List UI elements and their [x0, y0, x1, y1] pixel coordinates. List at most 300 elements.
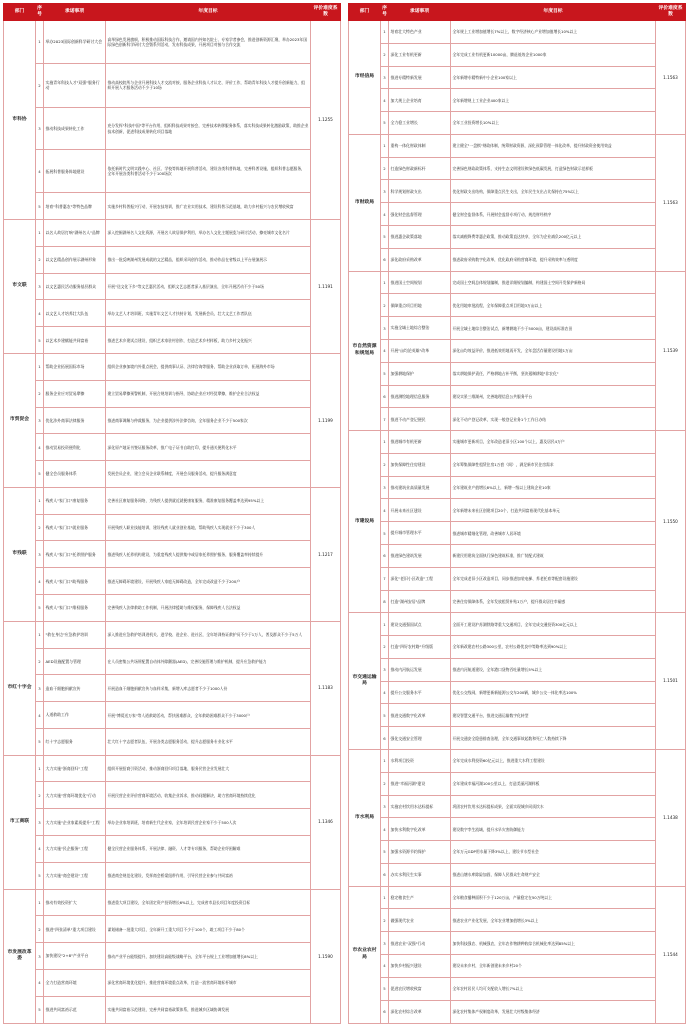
table-row: [4, 193, 341, 220]
header-dept: 部门: [349, 4, 381, 21]
item-cell: 优化涉外商事法律服务: [44, 407, 106, 434]
seq-cell: 4: [36, 702, 44, 729]
table-row: [4, 353, 341, 380]
dept-cell: 市自然资源和规划局: [349, 271, 381, 430]
target-cell: 举办企业家培训班，培育新生代企业家，全年培训民营企业家不少于500人次: [106, 809, 311, 836]
seq-cell: 3: [381, 180, 389, 203]
seq-cell: 3: [381, 317, 389, 340]
item-cell: 推动内河航运发展: [389, 658, 451, 681]
seq-cell: 1: [381, 613, 389, 636]
target-cell: 建设智慧交通平台，推进交通运输数字化转型: [451, 704, 656, 727]
item-cell: 稳定粮食生产: [389, 886, 451, 909]
target-cell: 全年万元GDP用水量下降3%以上，建设节水型社会: [451, 841, 656, 864]
item-cell: 打造绿色财政新标杆: [389, 157, 451, 180]
table-row: [4, 107, 341, 150]
target-cell: 深化营商环境优化提升，推进营商环境重点改革，打造一流营商环境标杆城市: [106, 969, 311, 996]
table-row: [349, 248, 686, 271]
coef-cell: 1.1199: [311, 353, 341, 487]
table-row: [349, 522, 686, 545]
item-cell: 残疾人"家门口"康复服务: [44, 487, 106, 514]
item-cell: 打造"湖州安居"品牌: [389, 590, 451, 613]
item-cell: 大力实施"营商环境优化"行动: [44, 782, 106, 809]
header-item: 承诺事项: [389, 4, 451, 21]
coef-cell: 1.1563: [656, 134, 686, 271]
target-cell: 依托新时代文明实践中心、社区、学校等阵地开展科普活动，建设各类科普阵地，完善科普设施，组织科普志愿服务，全年开展各类科普活动不少于100场次: [106, 150, 311, 193]
item-cell: 加快乡村振兴建设: [389, 955, 451, 978]
table-row: [4, 621, 341, 648]
coef-cell: 1.1539: [656, 271, 686, 430]
item-cell: 全力打造营商环境: [44, 969, 106, 996]
target-cell: 全年新增未来社区创建项目20个，打造共同富裕现代化基本单元: [451, 499, 656, 522]
table-row: [349, 453, 686, 476]
seq-cell: 1: [36, 755, 44, 782]
seq-cell: 5: [381, 226, 389, 249]
table-row: [349, 567, 686, 590]
item-cell: 深化农村综合改革: [389, 1000, 451, 1023]
seq-cell: 1: [381, 886, 389, 909]
target-cell: 优化财政支出结构，保障重点民生支出，全年民生支出占比保持在75%以上: [451, 180, 656, 203]
coef-cell: 1.1544: [656, 886, 686, 1023]
target-cell: 谋划储备一批重大项目，全年新开工重大项目不少于100个，竣工项目不少于80个: [106, 916, 311, 943]
target-cell: 推进内河航道建设，全年港口货物吞吐量增长5%以上: [451, 658, 656, 681]
item-cell: 残疾人"家门口"托养照护服务: [44, 541, 106, 568]
item-cell: 帮助企业拓展国际市场: [44, 353, 106, 380]
target-cell: 在人员密集公共场所配置自动体外除颤器(AED)，完善设施管理与维护机制，提升应急救护能力: [106, 648, 311, 675]
table-row: [4, 150, 341, 193]
target-cell: 全年建成幸福河湖100公里以上，打造美丽河湖样板: [451, 772, 656, 795]
item-cell: "救在身边"应急救护培训: [44, 621, 106, 648]
dept-cell: 市发展改革委: [4, 889, 36, 1023]
item-cell: 培育壮大特色产业: [389, 21, 451, 44]
seq-cell: 1: [36, 220, 44, 247]
item-cell: 举办2023国际创新科学研讨大会: [44, 21, 106, 64]
item-cell: 推动建筑业高质量发展: [389, 476, 451, 499]
table-row: [349, 613, 686, 636]
table-row: [349, 476, 686, 499]
seq-cell: 1: [36, 487, 44, 514]
table-row: [349, 909, 686, 932]
item-cell: 推进不动产登记便民: [389, 408, 451, 431]
target-cell: 建设实景三维湖州，完善地理信息公共服务平台: [451, 385, 656, 408]
seq-cell: 5: [381, 704, 389, 727]
coef-cell: 1.1563: [656, 21, 686, 135]
table-header-row: [349, 4, 686, 21]
item-cell: 人道救助工作: [44, 702, 106, 729]
table-row: [4, 220, 341, 247]
target-cell: 开展民营企业评价营商环境活动，收集企业诉求，推动问题解决，助力营商环境持续优化: [106, 782, 311, 809]
seq-cell: 3: [36, 273, 44, 300]
table-row: [349, 932, 686, 955]
target-cell: 实施乡村科普振兴行动，开展农技培训，推广农业实用技术，建设科普示范基地，助力乡村振兴与农民增收致富: [106, 193, 311, 220]
header-coef: 评价难度系数: [656, 4, 686, 21]
coef-cell: 1.1438: [656, 750, 686, 887]
dept-cell: 市建设局: [349, 431, 381, 613]
seq-cell: 2: [381, 157, 389, 180]
target-cell: 高举绿色发展旗帜，积极推动国际科技合作，邀请国内外知名院士、专家学者参会，推进创新资源汇聚，举办2023年国际绿色创新科学研讨大会暨系列活动，发布科技成果，开展项目对接与合作交流: [106, 21, 311, 64]
target-cell: 推进山塘水库除险加固，保障人民群众生命财产安全: [451, 863, 656, 886]
seq-cell: 7: [381, 567, 389, 590]
table-row: [349, 43, 686, 66]
seq-cell: 4: [36, 969, 44, 996]
target-cell: 推进商会规范化建设，发挥商会桥梁纽带作用，引导民营企业参与共同富裕: [106, 862, 311, 889]
target-cell: 推动产业平台能级提升，加快建设高能级战略平台，全年平台规上工业增加值增长8%以上: [106, 943, 311, 970]
table-row: [349, 636, 686, 659]
target-cell: 健全民营企业服务体系，开展法律、融资、人才等专项服务，帮助企业纾困解难: [106, 836, 311, 863]
item-cell: 科学规划财政支出: [389, 180, 451, 203]
item-cell: 强化交通安全管理: [389, 727, 451, 750]
table-row: [349, 180, 686, 203]
seq-cell: 4: [381, 955, 389, 978]
seq-cell: 6: [381, 248, 389, 271]
target-cell: 全年新增专精特新中小企业100家以上: [451, 66, 656, 89]
item-cell: 残疾人"家门口"助残服务: [44, 568, 106, 595]
item-cell: 加强耕地保护: [389, 362, 451, 385]
seq-cell: 6: [381, 863, 389, 886]
table-row: [349, 727, 686, 750]
table-row: [349, 157, 686, 180]
seq-cell: 2: [36, 380, 44, 407]
item-cell: 实施青年科技人才"双强"服务行动: [44, 63, 106, 107]
target-cell: 推进商事调解与仲裁服务，为企业提供涉外法律咨询，全年服务企业不少于500家次: [106, 407, 311, 434]
table-row: [4, 916, 341, 943]
item-cell: 造血干细胞捐献宣传: [44, 675, 106, 702]
coef-cell: 1.1183: [311, 621, 341, 755]
item-cell: 残疾人"家门口"维权服务: [44, 595, 106, 622]
target-cell: 深化亩均效益评价，推进低效用地再开发，全年盘活存量建设用地1万亩: [451, 339, 656, 362]
commitment-table-left: [3, 3, 341, 1024]
table-row: [349, 134, 686, 157]
table-row: [349, 977, 686, 1000]
seq-cell: 4: [381, 89, 389, 112]
target-cell: 完善绿色财政政策体系，支持生态文明建设和绿色低碳发展，打造绿色财政示范样板: [451, 157, 656, 180]
table-row: [349, 431, 686, 454]
seq-cell: 1: [381, 134, 389, 157]
item-cell: 推进农业"双强"行动: [389, 932, 451, 955]
seq-cell: 6: [381, 727, 389, 750]
seq-cell: 6: [381, 385, 389, 408]
coef-cell: 1.1550: [656, 431, 686, 613]
table-row: [349, 203, 686, 226]
dept-cell: 市工商联: [4, 755, 36, 889]
seq-cell: 1: [36, 889, 44, 916]
table-row: [4, 728, 341, 755]
header-item: 承诺事项: [44, 4, 106, 21]
target-cell: 全年新增规上工业企业400家以上: [451, 89, 656, 112]
table-row: [349, 1000, 686, 1023]
seq-cell: 2: [381, 636, 389, 659]
target-cell: 实施城市更新项目，全年改造老旧小区100个以上，惠及居民4万户: [451, 431, 656, 454]
table-body-left: [4, 21, 341, 1024]
target-cell: 开展交通安全隐患排查治理，全年交通事故起数和死亡人数持续下降: [451, 727, 656, 750]
table-row: [4, 21, 341, 64]
table-row: [4, 246, 341, 273]
target-cell: 建立贸易摩擦预警机制，开展合规培训与指导，协助企业应对经贸摩擦，维护企业合法权益: [106, 380, 311, 407]
table-row: [4, 836, 341, 863]
seq-cell: 2: [36, 63, 44, 107]
table-row: [4, 514, 341, 541]
table-row: [4, 541, 341, 568]
item-cell: 以文艺精品创作展示湖州形象: [44, 246, 106, 273]
coef-cell: 1.1501: [656, 613, 686, 750]
item-cell: 加强水资源节约保护: [389, 841, 451, 864]
table-row: [349, 294, 686, 317]
seq-cell: 7: [381, 408, 389, 431]
table-row: [349, 681, 686, 704]
seq-cell: 3: [36, 943, 44, 970]
item-cell: 实施全域土地综合整治: [389, 317, 451, 340]
target-cell: 充分发挥"科技中国"等平台作用，组织科技成果对接会，完善技术转移服务体系，落实科技成果转化激励政策，助推企业技术创新，促进科技成果转化项目落地: [106, 107, 311, 150]
target-cell: 完善社区康复服务网络，为残疾人提供就近就便康复服务，精准康复服务覆盖率达到95%以上: [106, 487, 311, 514]
item-cell: 深化"老旧小区改造"工程: [389, 567, 451, 590]
target-cell: 优化公交线网，新增更新新能源公交车200辆，城乡公交一体化率达100%: [451, 681, 656, 704]
table-row: [4, 809, 341, 836]
item-cell: 大力实施"浙商回归"工程: [44, 755, 106, 782]
target-cell: 推出一批反映湖州发展成就的文艺精品，组织采风创作活动，推动作品在省级以上平台展演展示: [106, 246, 311, 273]
table-row: [349, 21, 686, 44]
coef-cell: 1.1255: [311, 21, 341, 220]
item-cell: 开展"亩均论英雄"改革: [389, 339, 451, 362]
seq-cell: 4: [36, 150, 44, 193]
seq-cell: 6: [381, 1000, 389, 1023]
item-cell: 推进绿色建筑发展: [389, 544, 451, 567]
item-cell: 提升城市管理水平: [389, 522, 451, 545]
table-row: [349, 362, 686, 385]
seq-cell: 3: [381, 795, 389, 818]
target-cell: 加快科技强农、机械强农，全年农作物耕种收综合机械化率达到85%以上: [451, 932, 656, 955]
item-cell: 推进测绘地理信息服务: [389, 385, 451, 408]
target-cell: 深入挖掘湖州名人文化资源，开展名人故居保护利用，举办名人文化主题展览与研讨活动，擦亮城市文化名片: [106, 220, 311, 247]
dept-cell: 市交通运输局: [349, 613, 381, 750]
seq-cell: 2: [381, 294, 389, 317]
item-cell: 开展未来社区建设: [389, 499, 451, 522]
table-row: [349, 795, 686, 818]
target-cell: 开展造血干细胞捐献宣传与血样采集，新增入库志愿者不少于1000人份: [106, 675, 311, 702]
item-cell: 推进城市有机更新: [389, 431, 451, 454]
target-cell: 深入推进应急救护培训进机关、进学校、进企业、进社区，全年培训持证救护员不少于1万人，普及群众不少于5万人: [106, 621, 311, 648]
seq-cell: 3: [36, 407, 44, 434]
seq-cell: 4: [381, 339, 389, 362]
item-cell: 以文艺惠民活动服务基层群众: [44, 273, 106, 300]
dept-cell: 市红十字会: [4, 621, 36, 755]
table-row: [349, 271, 686, 294]
table-row: [349, 317, 686, 340]
item-cell: 重构一体化财政体制: [389, 134, 451, 157]
item-cell: 保障重点项目用地: [389, 294, 451, 317]
item-cell: 深化政府采购改革: [389, 248, 451, 271]
item-cell: 推进惠企政策落地: [389, 226, 451, 249]
target-cell: 推进残疾人托养机构建设，为重度残疾人提供集中或居家托养照护服务，服务覆盖率持续提升: [106, 541, 311, 568]
target-cell: 新建民用建筑全面执行绿色建筑标准，推广装配式建筑: [451, 544, 656, 567]
target-cell: 全年完成水利投资60亿元以上，推进重大水利工程建设: [451, 750, 656, 773]
dept-cell: 市文联: [4, 220, 36, 354]
item-cell: 加快保障性住房建设: [389, 453, 451, 476]
table-row: [4, 300, 341, 327]
target-cell: 落实耕地保护责任，严格耕地占补平衡，坚决遏制耕地"非农化": [451, 362, 656, 385]
item-cell: 推动有效投资扩大: [44, 889, 106, 916]
target-cell: 开展全域土地综合整治试点，新增耕地不少于5000亩，建设高标准农田: [451, 317, 656, 340]
target-cell: 完成国土空间总体规划编制，推进详细规划编制，构建国土空间开发保护新格局: [451, 271, 656, 294]
table-row: [4, 434, 341, 461]
target-cell: 全年完成老旧小区改造项目，同步推进加装电梯、养老托育等配套设施建设: [451, 567, 656, 590]
seq-cell: 4: [36, 568, 44, 595]
seq-cell: 1: [381, 750, 389, 773]
table-row: [4, 675, 341, 702]
target-cell: 全年粮食播种面积不少于120万亩，产量稳定在50万吨以上: [451, 886, 656, 909]
item-cell: 提升公交服务水平: [389, 681, 451, 704]
item-cell: 以艺术乡建赋能共同富裕: [44, 327, 106, 354]
item-cell: 推进共同富裕示范: [44, 996, 106, 1023]
seq-cell: 2: [36, 782, 44, 809]
table-row: [349, 112, 686, 135]
item-cell: 建设交通强国试点: [389, 613, 451, 636]
seq-cell: 1: [381, 21, 389, 44]
table-row: [4, 782, 341, 809]
seq-cell: 3: [36, 809, 44, 836]
seq-cell: 1: [36, 353, 44, 380]
target-cell: 全年规上工业增加值增长7%以上，数字经济核心产业增加值增长10%以上: [451, 21, 656, 44]
table-header-row: [4, 4, 341, 21]
seq-cell: 2: [381, 909, 389, 932]
seq-cell: 1: [36, 21, 44, 64]
seq-cell: 1: [381, 431, 389, 454]
seq-cell: 5: [36, 193, 44, 220]
coef-cell: 1.1217: [311, 487, 341, 621]
table-row: [349, 89, 686, 112]
seq-cell: 2: [381, 772, 389, 795]
target-cell: 建立健全"一盘棋"财政体制，统筹财政资源，深化预算管理一体化改革，提升财政资金使用效益: [451, 134, 656, 157]
seq-cell: 4: [381, 499, 389, 522]
item-cell: 加大规上企业培育: [389, 89, 451, 112]
seq-cell: 3: [381, 476, 389, 499]
dept-cell: 市财政局: [349, 134, 381, 271]
seq-cell: 4: [36, 836, 44, 863]
table-row: [4, 487, 341, 514]
target-cell: 全年建筑业产值增长8%以上，新增一级以上建筑企业10家: [451, 476, 656, 499]
item-cell: 以名人故居打响"湖州名人"品牌: [44, 220, 106, 247]
target-cell: 组织开展招商引资活动，推动浙商回归项目落地，服务民营企业发展壮大: [106, 755, 311, 782]
item-cell: AED设施配置与管理: [44, 648, 106, 675]
header-seq: 序号: [381, 4, 389, 21]
seq-cell: 1: [36, 621, 44, 648]
dept-cell: 市贸促会: [4, 353, 36, 487]
target-cell: 完善住房保障体系，全年发放租赁补贴1万户，提升群众居住幸福感: [451, 590, 656, 613]
table-row: [4, 943, 341, 970]
seq-cell: 3: [36, 107, 44, 150]
seq-cell: 5: [381, 362, 389, 385]
table-row: [4, 595, 341, 622]
table-row: [349, 66, 686, 89]
seq-cell: 4: [36, 300, 44, 327]
dept-cell: 市水利局: [349, 750, 381, 887]
table-row: [349, 408, 686, 431]
seq-cell: 5: [36, 728, 44, 755]
seq-cell: 6: [381, 544, 389, 567]
item-cell: 加快建设"2+8"产业平台: [44, 943, 106, 970]
target-cell: 开展"博爱送万家"等人道救助活动，帮扶困难群众，全年救助困难群众不少于3000户: [106, 702, 311, 729]
target-cell: 开展残疾人职业技能培训，建设残疾人就业创业基地，帮助残疾人实现就业不少于300人: [106, 514, 311, 541]
seq-cell: 3: [381, 932, 389, 955]
table-row: [4, 380, 341, 407]
table-row: [349, 544, 686, 567]
item-cell: 办实水利民生实事: [389, 863, 451, 886]
target-cell: 完善残疾人法律救助工作机制，开展法律援助与维权服务，保障残疾人合法权益: [106, 595, 311, 622]
table-row: [349, 385, 686, 408]
table-row: [4, 969, 341, 996]
table-row: [349, 772, 686, 795]
seq-cell: 3: [381, 66, 389, 89]
target-cell: 组织企业参加境内外重点展会，提供商事认证、法律咨询等服务，帮助企业获取订单，拓展海外市场: [106, 353, 311, 380]
item-cell: 推进"四张清单"重大项目建设: [44, 916, 106, 943]
coef-cell: 1.1346: [311, 755, 341, 889]
item-cell: 残疾人"家门口"就业服务: [44, 514, 106, 541]
seq-cell: 8: [381, 590, 389, 613]
table-row: [349, 841, 686, 864]
table-row: [349, 818, 686, 841]
target-cell: 开展"送文化下乡"等文艺惠民活动，组织文艺志愿者深入基层演出，全年开展活动不少于50场: [106, 273, 311, 300]
seq-cell: 5: [381, 522, 389, 545]
table-row: [349, 750, 686, 773]
table-row: [349, 590, 686, 613]
table-row: [4, 461, 341, 488]
item-cell: 服务企业应对贸易摩擦: [44, 380, 106, 407]
seq-cell: 2: [381, 43, 389, 66]
item-cell: 促进农民增收致富: [389, 977, 451, 1000]
target-cell: 全年工业投资增长10%以上: [451, 112, 656, 135]
seq-cell: 4: [381, 203, 389, 226]
target-cell: 推动高校院所与企业开展科技人才交流对接，服务企业科技人才认定、评价工作，帮助青年科技人才提升创新能力，组织开展人才服务活动不少于10场: [106, 63, 311, 107]
item-cell: 深化工业有机更新: [389, 43, 451, 66]
table-row: [349, 704, 686, 727]
dept-cell: 市科协: [4, 21, 36, 220]
item-cell: 推进交通数字化改革: [389, 704, 451, 727]
item-cell: 拓展科普服务阵地建设: [44, 150, 106, 193]
item-cell: 大力实施"民企服务"工程: [44, 836, 106, 863]
commitment-table-right: [348, 3, 686, 1024]
target-cell: 深化不动产登记改革，实现一般登记业务1个工作日办结: [451, 408, 656, 431]
item-cell: 强化财会监督管理: [389, 203, 451, 226]
target-cell: 全面开工建设沪苏湖铁路等重大交通项目，全年完成交通投资300亿元以上: [451, 613, 656, 636]
item-cell: 全力稳工业增长: [389, 112, 451, 135]
header-dept: 部门: [4, 4, 36, 21]
seq-cell: 1: [381, 271, 389, 294]
target-cell: 全年筹集保障性租赁住房1万套（间），满足新市民住房需求: [451, 453, 656, 476]
table-row: [4, 862, 341, 889]
table-row: [349, 886, 686, 909]
table-row: [4, 327, 341, 354]
dept-cell: 市残联: [4, 487, 36, 621]
seq-cell: 5: [36, 595, 44, 622]
item-cell: 实施农村饮用水达标提标: [389, 795, 451, 818]
target-cell: 推进城市精细化管理，改善城市人居环境: [451, 522, 656, 545]
target-cell: 推进无障碍环境建设，开展残疾人家庭无障碍改造，全年完成改造不少于200户: [106, 568, 311, 595]
table-row: [4, 702, 341, 729]
target-cell: 推进重大项目建设，全年固定资产投资增长6%以上，完成省市县长项目年度投资目标: [106, 889, 311, 916]
seq-cell: 5: [381, 977, 389, 1000]
target-cell: 发展会员企业，建立会员企业联系制度，开展会员服务活动，提升服务满意度: [106, 461, 311, 488]
table-row: [349, 339, 686, 362]
seq-cell: 5: [381, 112, 389, 135]
seq-cell: 2: [36, 648, 44, 675]
table-body-right: [349, 21, 686, 1024]
table-row: [4, 648, 341, 675]
seq-cell: 2: [36, 916, 44, 943]
target-cell: 举办文艺人才培训班，实施青年文艺人才扶持计划，发展新会员，壮大文艺工作者队伍: [106, 300, 311, 327]
seq-cell: 2: [36, 246, 44, 273]
target-cell: 壮大红十字志愿者队伍，开展各类志愿服务活动，提升志愿服务专业化水平: [106, 728, 311, 755]
target-cell: 健全财会监督体系，开展财会监督专项行动，规范财经秩序: [451, 203, 656, 226]
seq-cell: 5: [381, 841, 389, 864]
target-cell: 实施共同富裕示范建设，完善共同富裕政策体系，推进城乡区域协调发展: [106, 996, 311, 1023]
